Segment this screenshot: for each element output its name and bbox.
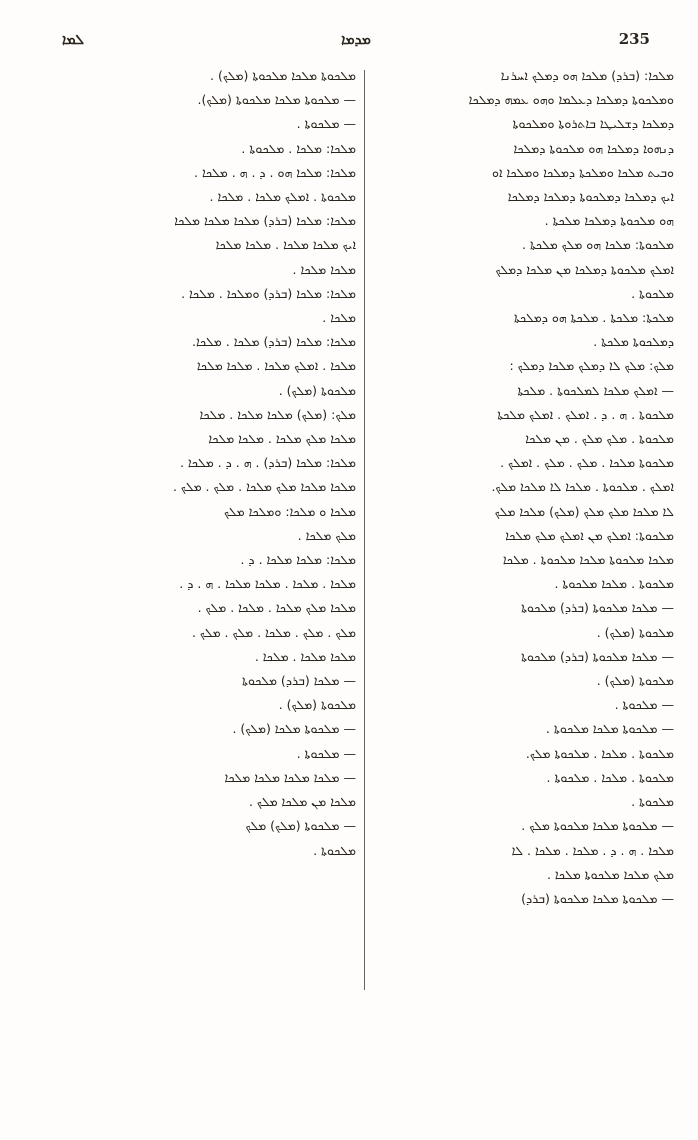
text-line: ܡܠܟܘܬܐ (ܡܠܟ) .	[278, 697, 356, 713]
running-head	[62, 30, 650, 56]
text-line: ܡܠܟ ܡܠܟܐ ܡܠܟܘܬܐ ܡܠܟܐ .	[546, 866, 674, 882]
page-number: 235	[618, 30, 650, 48]
text-line: ܡܠܟ: (ܡܠܟ) ܡܠܟܐ ܡܠܟܐ . ܡܠܟܐ	[199, 406, 356, 422]
text-line: — ܡܠܟܐ ܡܠܟܘܬܐ (ܒܪܕ) ܡܠܟܘܬܐ	[521, 600, 674, 616]
text-line: ܡܠܟܘܬܐ . ܡܠܟܐ . ܡܠܟܘܬܐ .	[546, 769, 674, 785]
text-line: ܡܠܟܘܬܐ (ܡܠܟ) .	[596, 624, 674, 640]
text-line: ܡܠܟܐ ܡܠܟܐ ܡܠܟ ܡܠܟܐ . ܡܠܟ . ܡܠܟ .	[172, 479, 356, 495]
text-line: ܡܠܟܐ . ܐܡܠܟ ܡܠܟܐ . ܡܠܟܐ ܡܠܟܐ	[196, 358, 356, 374]
text-line: ܡܠܟܘܬܐ . ܡܠܟܐ ܡܠܟܘܬܐ .	[554, 576, 674, 592]
column-divider	[364, 70, 365, 990]
text-line: — ܡܠܟܐ ܡܠܟܘܬܐ (ܒܪܕ) ܡܠܟܘܬܐ	[521, 648, 674, 664]
text-line: ܡܠܟ . ܡܠܟ . ܡܠܟܐ . ܡܠܟ . ܡܠܟ .	[191, 624, 356, 640]
text-line: — ܡܠܟܐ (ܒܪܕ) ܡܠܟܘܬܐ	[242, 673, 356, 689]
text-line: ܡܠܟܐ: ܡܠܟܐ (ܒܪܕ) ܘܡܠܟܐ . ܡܠܟܐ .	[181, 285, 356, 301]
running-head-center: ܡܕܡܐ	[341, 32, 371, 48]
text-line: ܡܠܟܘܬܐ: ܡܠܟܐ ܗܘ ܡܠܟ ܡܠܟܬܐ .	[522, 237, 674, 253]
text-line: ܡܠܟܘܬܐ (ܡܠܟ) .	[278, 382, 356, 398]
text-line: ܡܠܟܘܬܐ . ܡܠܟܐ . ܡܠܟܘܬܐ ܡܠܟ.	[525, 745, 674, 761]
text-line: — ܡܠܟܘܬܐ (ܡܠܟ) ܡܠܟ	[245, 818, 356, 834]
text-line: ܠܐ ܡܠܟܐ ܡܠܟ ܡܠܟ (ܡܠܟ) ܡܠܟܐ ܡܠܟ	[494, 503, 674, 519]
text-line: ܡܠܟܘܬܐ . ܐܡܠܟ ܡܠܟܐ . ܡܠܟܐ .	[209, 189, 356, 205]
text-line: ܡܠܟܐ ܡܠܟ ܡܠܟܐ . ܡܠܟܐ ܡܠܟܐ	[208, 431, 356, 447]
text-line: — ܡܠܟܘܬܐ ܡܠܟܐ ܡܠܟܘܬܐ (ܒܪܕ)	[521, 890, 674, 906]
text-line: ܡܠܟܐ ܡܠܟܐ .	[292, 261, 356, 277]
text-line: — ܡܠܟܐ ܡܠܟܐ ܡܠܟܐ ܡܠܟܐ	[224, 769, 356, 785]
text-line: — ܐܡܠܟ ܡܠܟܐ ܠܡܠܟܘܬܐ . ܡܠܟܬܐ	[517, 382, 674, 398]
text-line: — ܡܠܟܘܬܐ ܡܠܟܐ ܡܠܟܘܬܐ ܡܠܟ .	[521, 818, 674, 834]
text-line: ܡܠܟܐ: ܡܠܟܐ (ܒܪܕ) . ܗ . ܕ . ܡܠܟܐ .	[179, 455, 356, 471]
text-line: ܡܠܟܐ: ܡܠܟܐ ܗܘ . ܕ . ܗ . ܡܠܟܐ .	[194, 164, 356, 180]
text-line: ܡܠܟܘܬܐ .	[313, 842, 356, 858]
text-line: ܡܠܟܐ .	[322, 310, 356, 326]
text-line: — ܡܠܟܘܬܐ .	[614, 697, 674, 713]
text-line: ܡܠܟܘܬܐ . ܡܠܟ ܡܠܟ . ܡܢ ܡܠܟܐ	[525, 431, 674, 447]
text-line: — ܡܠܟܘܬܐ ܡܠܟܐ ܡܠܟܘܬܐ (ܡܠܟ).	[197, 92, 356, 108]
text-line: — ܡܠܟܘܬܐ ܡܠܟܐ (ܡܠܟ) .	[232, 721, 356, 737]
text-line: ܐܡܠܟ ܡܠܟܘܬܐ ܕܡܠܟܐ ܡܢ ܡܠܟܐ ܕܡܠܟ	[495, 261, 674, 277]
right-column	[374, 64, 674, 1030]
text-line: ܡܠܟܘܬܐ .	[631, 285, 674, 301]
text-line: ܕܢܗܘܐ ܕܡܠܟܐ ܗܘ ܡܠܟܘܬܐ ܕܡܠܟܐ	[513, 140, 674, 156]
text-line: ܡܠܟ: ܡܠܟ ܠܐ ܕܡܠܟ ܡܠܟܐ ܕܡܠܟ :	[509, 358, 674, 374]
text-line: ܕܡܠܟܘܬܐ ܡܠܟܬܐ .	[593, 334, 674, 350]
text-line: ܡܠܟܐ: ܡܠܟܐ . ܡܠܟܘܬܐ .	[241, 140, 356, 156]
text-line: ܐܝܟ ܡܠܟܐ ܡܠܟܐ . ܡܠܟܐ ܡܠܟܐ	[215, 237, 356, 253]
text-line: ܡܠܟ ܡܠܟܐ .	[297, 527, 356, 543]
text-line: ܐܡܠܟ . ܡܠܟܘܬܐ . ܡܠܟܐ ܠܐ ܡܠܟܐ ܡܠܟ.	[491, 479, 674, 495]
text-line: — ܡܠܟܘܬܐ .	[296, 116, 356, 132]
text-line: ܡܠܟܘܬܐ: ܐܡܠܟ ܡܢ ܐܡܠܟ ܡܠܟ ܡܠܟܐ	[505, 527, 674, 543]
text-line: ܡܠܟܐ ܡܢ ܡܠܟܐ ܡܠܟ .	[248, 794, 356, 810]
text-line: ܕܡܠܟܐ ܕܫܠܝܛܐ ܒܐܬܪܘܬܐ ܘܡܠܟܘܬܐ	[512, 116, 674, 132]
running-head-left: ܠܡܐ	[62, 32, 85, 48]
text-line: ܡܠܟܐ: ܡܠܟܐ (ܒܪܕ) ܡܠܟܐ . ܡܠܟܐ.	[192, 334, 356, 350]
text-line: ܘܡܠܟܘܬܐ ܕܡܠܟܐ ܕܥܠܡܐ ܘܗܘ ܥܡܗ ܕܡܠܟܐ	[468, 92, 674, 108]
text-line: ܡܠܟܘܬܐ .	[631, 794, 674, 810]
text-line: ܐܝܟ ܕܡܠܟܐ ܕܡܠܟܘܬܐ ܕܡܠܟܐ ܕܡܠܟܐ	[507, 189, 674, 205]
text-line: ܡܠܟܐ ܡܠܟ ܡܠܟܐ . ܡܠܟܐ . ܡܠܟ .	[197, 600, 356, 616]
text-line: ܡܠܟܐ ܘ ܡܠܟܐ: ܘܡܠܟܐ ܡܠܟ	[223, 503, 356, 519]
text-line: — ܡܠܟܘܬܐ ܡܠܟܐ ܡܠܟܘܬܐ .	[545, 721, 674, 737]
text-line: ܡܠܟܘܬܐ (ܡܠܟ) .	[596, 673, 674, 689]
text-line: ܡܠܟܐ ܡܠܟܘܬܐ ܡܠܟܐ ܡܠܟܘܬܐ . ܡܠܟܐ	[502, 552, 674, 568]
text-line: ܡܠܟܐ: (ܒܪܕ) ܡܠܟܐ ܗܘ ܕܡܠܟ ܐܚܪܢܐ	[500, 68, 674, 83]
text-line: ܡܠܟܘܬܐ ܡܠܟܐ . ܡܠܟ . ܡܠܟ . ܐܡܠܟ .	[500, 455, 674, 471]
text-line: — ܡܠܟܘܬܐ .	[296, 745, 356, 761]
text-line: ܡܠܟܐ: ܡܠܟܐ (ܒܪܕ) ܡܠܟܐ ܡܠܟܐ ܡܠܟܐ	[174, 213, 356, 229]
text-line: ܡܠܟܘܬܐ . ܗ . ܕ . ܐܡܠܟ . ܐܡܠܟ ܡܠܟܬܐ	[497, 406, 674, 422]
text-line: ܘܒܝܬ ܡܠܟܐ ܘܡܠܟܬܐ ܕܡܠܟܐ ܘܡܠܟܐ ܐܘ	[491, 164, 674, 180]
left-column	[66, 64, 356, 1030]
text-line: ܡܠܟܐ . ܗ . ܕ . ܡܠܟܐ . ܡܠܟܐ . ܠܐ	[511, 842, 674, 858]
text-line: ܡܠܟܐ ܡܠܟܐ . ܡܠܟܐ .	[254, 648, 356, 664]
text-line: ܡܠܟܘܬܐ ܡܠܟܐ ܡܠܟܘܬܐ (ܡܠܟ) .	[210, 68, 356, 83]
text-line: ܡܠܟܬܐ: ܡܠܟܬܐ . ܡܠܟܬܐ ܗܘ ܕܡܠܟܬܐ	[514, 310, 674, 326]
text-line: ܡܠܟܐ . ܡܠܟܐ . ܡܠܟܐ ܡܠܟܐ . ܗ . ܕ .	[179, 576, 356, 592]
text-line: ܡܠܟܐ: ܡܠܟܐ ܡܠܟܐ . ܕ .	[240, 552, 356, 568]
text-line: ܗܘ ܡܠܟܘܬܐ ܕܡܠܟܐ ܡܠܟܬܐ .	[544, 213, 674, 229]
